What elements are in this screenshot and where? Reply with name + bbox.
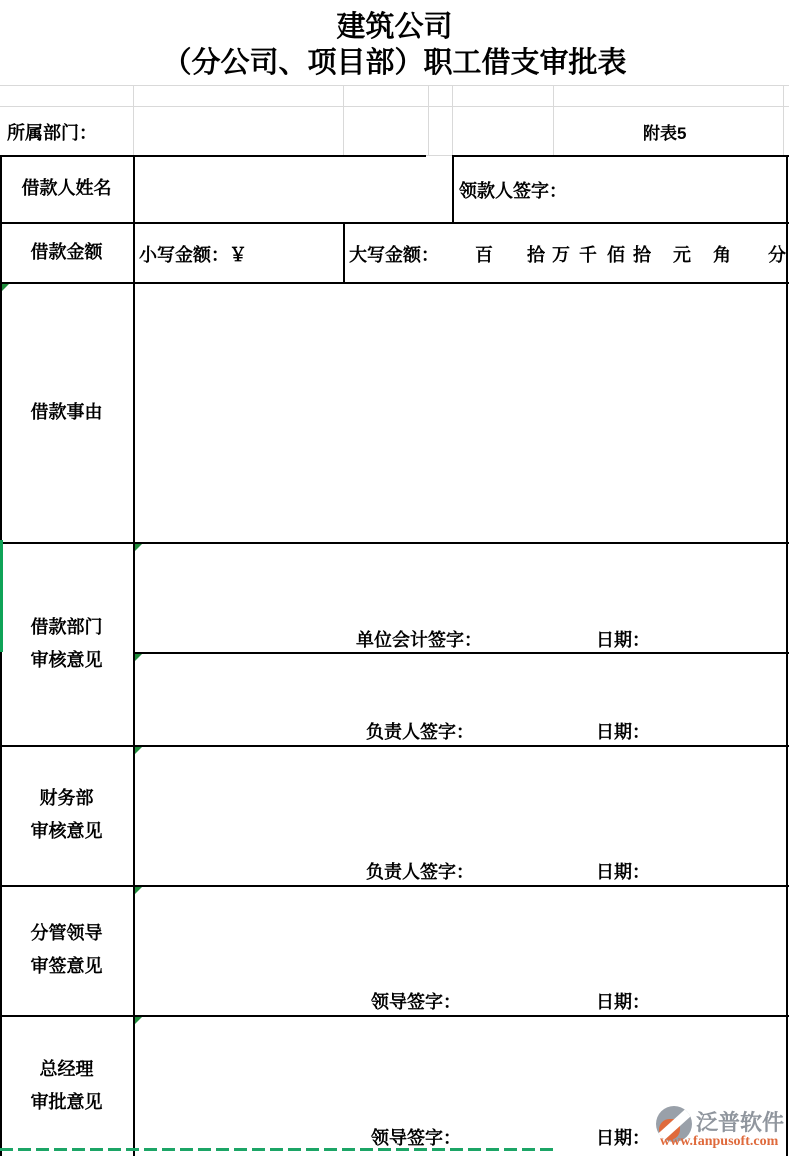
grid-line <box>452 155 454 222</box>
date-label: 日期： <box>596 630 650 650</box>
section-label-line2: 审核意见 <box>30 649 103 670</box>
brand-name: 泛普软件 <box>696 1110 785 1135</box>
lowercase-amount-label: 小写金额：￥ <box>139 245 247 265</box>
reason-cell[interactable] <box>135 284 784 540</box>
section-label-line2: 审核意见 <box>30 821 103 841</box>
attachment-note: 附表5 <box>643 124 687 143</box>
uppercase-amount-cell[interactable] <box>345 224 786 280</box>
lowercase-amount-cell[interactable] <box>250 224 341 280</box>
leader-sign-label: 领导签字： <box>371 992 461 1012</box>
borrower-name-label-text: 借款人姓名 <box>21 178 112 198</box>
payee-sign-label: 领款人签字： <box>459 181 567 201</box>
section-label-line1: 财务部 <box>39 788 94 808</box>
reason-label <box>0 282 133 542</box>
fanpu-watermark <box>652 1102 789 1154</box>
cell-flag-icon <box>135 654 142 661</box>
digit-unit: 万 <box>552 245 570 265</box>
department-label: 所属部门： <box>7 123 97 143</box>
date-label: 日期： <box>596 992 650 1012</box>
date-label: 日期： <box>596 1128 650 1148</box>
digit-unit: 百 <box>475 245 493 265</box>
borrower-name-cell[interactable] <box>135 157 451 220</box>
borrower-name-label <box>0 155 133 222</box>
date-label: 日期： <box>596 862 650 882</box>
digit-unit: 拾 <box>633 245 651 265</box>
cell-flag-icon <box>135 1017 142 1024</box>
selection-edge-line <box>0 540 3 652</box>
manager-sign-label: 负责人签字： <box>366 722 474 742</box>
section-label-leader <box>0 885 133 1015</box>
cell-flag-icon <box>2 284 9 291</box>
department-value-cell[interactable] <box>134 107 552 154</box>
grid-line <box>553 85 554 155</box>
section-label-line1: 总经理 <box>39 1058 94 1079</box>
manager-sign-label: 负责人签字： <box>366 862 474 882</box>
payee-sign-cell[interactable] <box>570 157 784 220</box>
digit-unit: 佰 <box>607 245 625 265</box>
digit-unit: 千 <box>579 245 597 265</box>
grid-line <box>0 85 789 86</box>
section-label-general-manager <box>0 1015 133 1156</box>
cell-flag-icon <box>135 887 142 894</box>
amount-label <box>0 222 133 282</box>
date-label: 日期： <box>596 722 650 742</box>
brand-website: www.fanpusoft.com <box>660 1134 779 1149</box>
digit-unit: 角 <box>713 245 731 265</box>
page-title-line2: （分公司、项目部）职工借支审批表 <box>162 47 627 79</box>
uppercase-amount-label: 大写金额： <box>349 245 439 265</box>
digit-unit: 分 <box>768 245 786 265</box>
digit-unit: 拾 <box>527 245 545 265</box>
section-label-line2: 审批意见 <box>30 1091 103 1112</box>
cell-flag-icon <box>135 544 142 551</box>
section-label-line2: 审签意见 <box>30 956 103 976</box>
amount-label-text: 借款金额 <box>30 241 103 262</box>
section-label-finance-dept <box>0 745 133 885</box>
digit-unit: 元 <box>673 245 691 265</box>
accountant-sign-label: 单位会计签字： <box>356 630 482 650</box>
grid-line <box>783 85 784 155</box>
grid-line <box>786 155 788 1156</box>
section-label-line1: 借款部门 <box>30 616 103 637</box>
section-label-borrow-dept <box>0 542 133 745</box>
section-label-line1: 分管领导 <box>30 923 103 943</box>
leader-sign-label: 领导签字： <box>371 1128 461 1148</box>
page-title-line1: 建筑公司 <box>336 11 453 43</box>
grid-line <box>426 155 452 156</box>
reason-label-text: 借款事由 <box>30 401 103 422</box>
page-break-line <box>0 1148 553 1151</box>
cell-flag-icon <box>135 747 142 754</box>
